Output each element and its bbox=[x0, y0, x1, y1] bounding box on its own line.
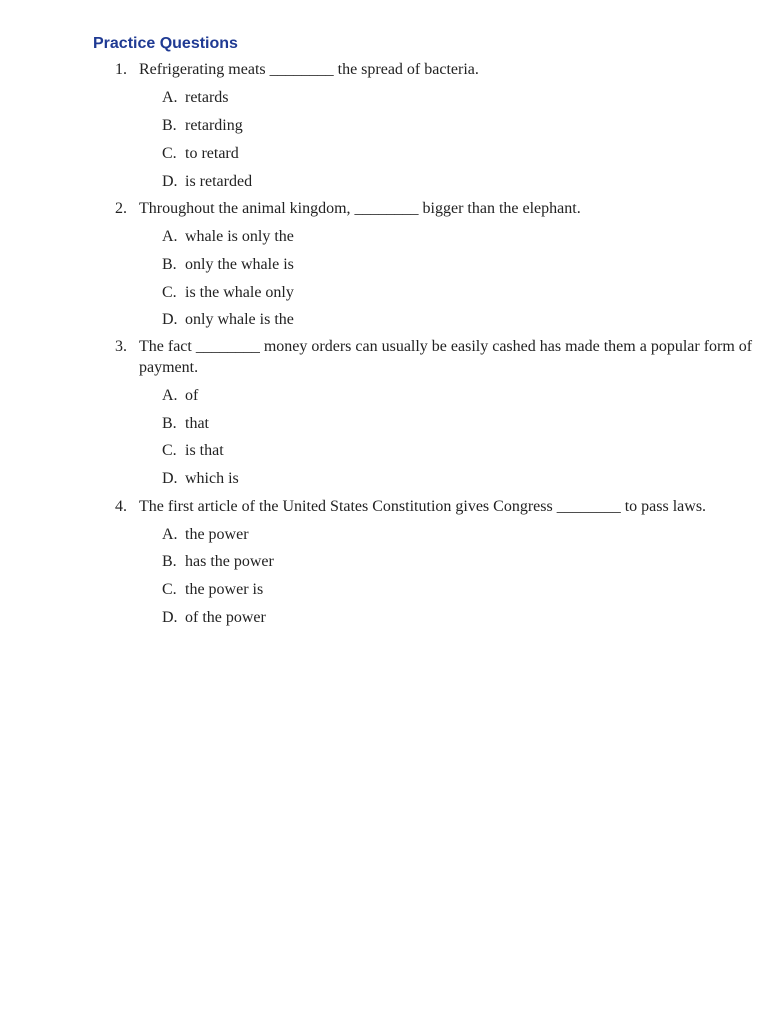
option-text: to retard bbox=[185, 145, 239, 162]
option-text: only the whale is bbox=[185, 256, 294, 273]
question-4 bbox=[115, 496, 763, 517]
option-letter: A. bbox=[162, 89, 178, 106]
option-2c bbox=[162, 282, 294, 303]
option-letter: C. bbox=[162, 284, 177, 301]
option-letter: B. bbox=[162, 553, 177, 570]
question-text: The first article of the United States Constitution gives Congress ________ to pass laws. bbox=[139, 498, 707, 515]
option-letter: C. bbox=[162, 145, 177, 162]
option-4d bbox=[162, 607, 266, 628]
option-1b bbox=[162, 115, 243, 136]
option-letter: B. bbox=[162, 415, 177, 432]
option-text: has the power bbox=[185, 553, 274, 570]
option-text: which is bbox=[185, 470, 239, 487]
question-text: Refrigerating meats ________ the spread of bacteria. bbox=[139, 61, 479, 78]
option-letter: B. bbox=[162, 256, 177, 273]
question-text: Throughout the animal kingdom, ________ bigger than the elephant. bbox=[139, 200, 581, 217]
option-3a bbox=[162, 385, 198, 406]
option-text: whale is only the bbox=[185, 228, 294, 245]
option-text: the power is bbox=[185, 581, 264, 598]
option-4a bbox=[162, 524, 249, 545]
question-1 bbox=[115, 59, 763, 80]
option-letter: C. bbox=[162, 442, 177, 459]
question-number: 1. bbox=[115, 61, 127, 78]
question-text: The fact ________ money orders can usually be easily cashed has made them a popular form of payment. bbox=[139, 338, 753, 376]
question-number: 3. bbox=[115, 338, 127, 355]
option-3d bbox=[162, 468, 239, 489]
option-1d bbox=[162, 171, 252, 192]
option-text: the power bbox=[185, 526, 249, 543]
option-text: is the whale only bbox=[185, 284, 294, 301]
option-3c bbox=[162, 440, 224, 461]
option-4b bbox=[162, 551, 274, 572]
option-2a bbox=[162, 226, 294, 247]
option-1c bbox=[162, 143, 239, 164]
option-text: of the power bbox=[185, 609, 266, 626]
option-4c bbox=[162, 579, 263, 600]
option-letter: D. bbox=[162, 609, 178, 626]
option-2b bbox=[162, 254, 294, 275]
option-letter: D. bbox=[162, 311, 178, 328]
option-2d bbox=[162, 309, 294, 330]
option-3b bbox=[162, 413, 209, 434]
option-text: is that bbox=[185, 442, 224, 459]
option-letter: C. bbox=[162, 581, 177, 598]
option-letter: A. bbox=[162, 526, 178, 543]
question-number: 4. bbox=[115, 498, 127, 515]
option-letter: A. bbox=[162, 228, 178, 245]
option-text: is retarded bbox=[185, 173, 253, 190]
question-number: 2. bbox=[115, 200, 127, 217]
option-letter: A. bbox=[162, 387, 178, 404]
option-text: retarding bbox=[185, 117, 243, 134]
option-letter: B. bbox=[162, 117, 177, 134]
option-text: only whale is the bbox=[185, 311, 294, 328]
question-2 bbox=[115, 198, 763, 219]
option-letter: D. bbox=[162, 173, 178, 190]
option-letter: D. bbox=[162, 470, 178, 487]
option-text: that bbox=[185, 415, 209, 432]
question-3 bbox=[115, 336, 763, 378]
option-text: of bbox=[185, 387, 199, 404]
option-text: retards bbox=[185, 89, 229, 106]
option-1a bbox=[162, 87, 229, 108]
section-title: Practice Questions bbox=[93, 35, 238, 52]
